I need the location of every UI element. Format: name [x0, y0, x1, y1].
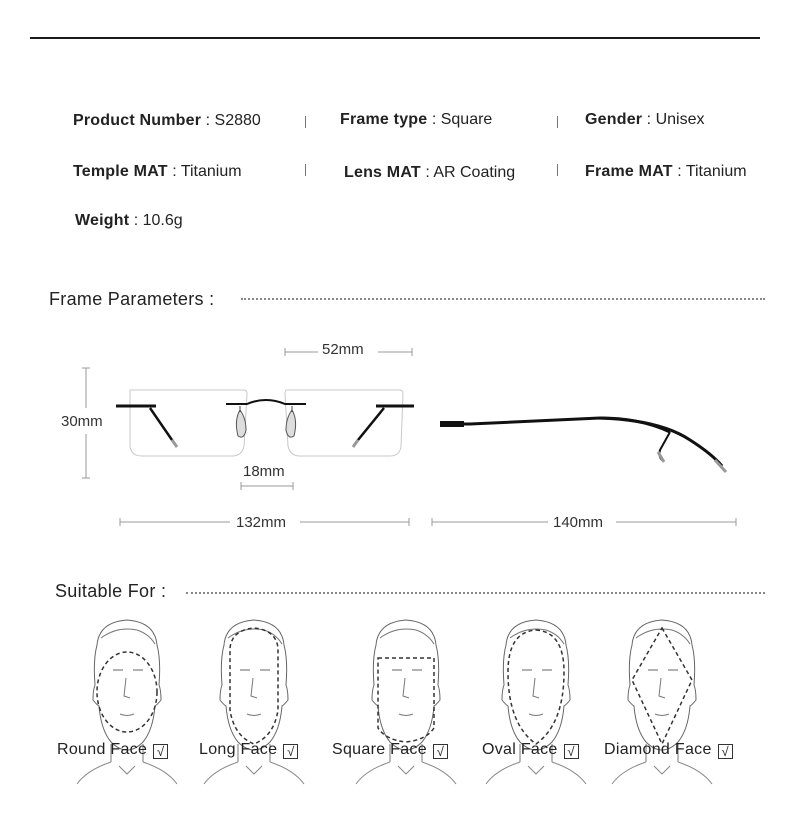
check-icon: √ [433, 744, 448, 759]
spec-value: S2880 [214, 112, 261, 129]
spec-value: Titanium [685, 163, 747, 180]
spec-label: Gender [585, 111, 643, 128]
check-icon: √ [153, 744, 168, 759]
spec-label: Frame type [340, 111, 428, 128]
lens-width-label: 52mm [322, 341, 364, 358]
spec-weight: Weight : 10.6g [75, 212, 183, 229]
spec-label: Frame MAT [585, 163, 673, 180]
round-face-sketch [77, 620, 177, 784]
face-option-diamond: Diamond Face √ [604, 741, 733, 759]
spec-label: Temple MAT [73, 163, 168, 180]
lens-height-label: 30mm [61, 413, 103, 430]
check-icon: √ [718, 744, 733, 759]
temple-length-label: 140mm [553, 514, 604, 531]
check-icon: √ [564, 744, 579, 759]
spec-product-number: Product Number : S2880 [73, 112, 261, 129]
spec-lens-mat: Lens MAT : AR Coating [344, 164, 516, 181]
spec-value: AR Coating [433, 164, 516, 181]
face-option-square: Square Face √ [332, 741, 448, 759]
suitable-for-title: Suitable For : [55, 581, 167, 601]
square-face-sketch [356, 620, 456, 784]
spec-frame-mat: Frame MAT : Titanium [585, 163, 747, 180]
oval-face-sketch [486, 620, 586, 784]
long-face-sketch [204, 620, 304, 784]
spec-frame-type: Frame type : Square [340, 111, 493, 128]
spec-temple-mat: Temple MAT : Titanium [73, 163, 242, 180]
frame-parameters-title: Frame Parameters : [49, 289, 215, 309]
frame-width-label: 132mm [236, 514, 287, 531]
face-option-long: Long Face √ [199, 741, 298, 759]
spec-label: Weight [75, 212, 130, 229]
spec-label: Product Number [73, 112, 202, 129]
spec-value: Unisex [655, 111, 705, 128]
spec-value: Titanium [180, 163, 242, 180]
face-option-round: Round Face √ [57, 741, 168, 759]
spec-value: 10.6g [142, 212, 183, 229]
check-icon: √ [283, 744, 298, 759]
spec-gender: Gender : Unisex [585, 111, 705, 128]
bridge-label: 18mm [243, 463, 285, 480]
spec-value: Square [440, 111, 493, 128]
face-option-oval: Oval Face √ [482, 741, 579, 759]
spec-label: Lens MAT [344, 164, 421, 181]
diamond-face-sketch [612, 620, 712, 784]
